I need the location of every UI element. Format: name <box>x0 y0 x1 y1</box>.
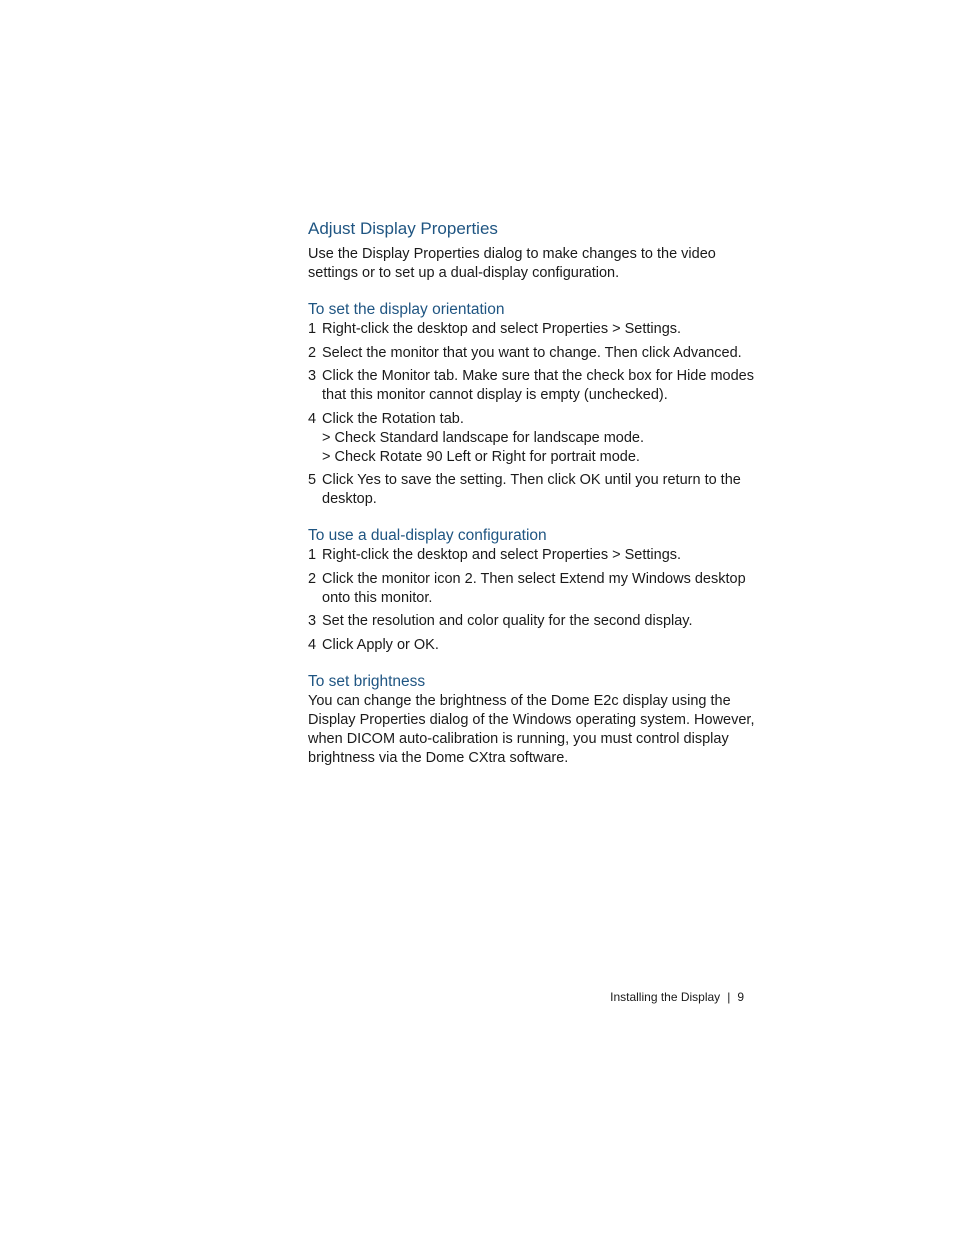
step-number: 1 <box>308 321 317 337</box>
step-number: 4 <box>308 636 317 653</box>
list-item <box>308 367 763 405</box>
section-brightness <box>308 672 763 768</box>
step-number: 2 <box>308 344 317 361</box>
step-text <box>322 471 763 509</box>
list-item <box>308 570 763 608</box>
step-main: Right-click the desktop and select Properties > Settings. <box>322 321 682 337</box>
section-orientation <box>308 300 763 509</box>
page-content <box>308 218 763 768</box>
step-text <box>322 546 763 565</box>
step-text <box>322 570 763 608</box>
list-item <box>308 612 763 631</box>
step-number: 5 <box>308 472 317 488</box>
brightness-paragraph: You can change the brightness of the Dome E2c display using the Display Properties dialog of the Windows operating system. However, when DICOM auto-calibration is running, you must control display brightness via the Dome CXtra software. <box>308 692 755 766</box>
intro-paragraph: Use the Display Properties dialog to make changes to the video settings or to set up a dual-display configuration. <box>308 246 716 281</box>
step-text <box>322 344 763 363</box>
step-text <box>322 612 763 631</box>
list-item <box>308 636 763 655</box>
section-title: To use a dual-display configuration <box>308 527 547 544</box>
step-number: 2 <box>308 570 317 587</box>
step-number: 4 <box>308 410 317 427</box>
step-text <box>322 410 763 467</box>
step-main: Set the resolution and color quality for the second display. <box>322 613 693 629</box>
step-substep: > Check Rotate 90 Left or Right for portrait mode. <box>322 448 640 465</box>
step-number: 3 <box>308 368 317 384</box>
list-item <box>308 344 763 363</box>
footer-section-name: Installing the Display <box>610 990 721 1004</box>
step-list <box>308 546 763 655</box>
list-item <box>308 471 763 509</box>
list-item <box>308 410 763 467</box>
list-item <box>308 320 763 339</box>
step-number: 1 <box>308 547 317 563</box>
section-dual-display <box>308 526 763 655</box>
step-main: Select the monitor that you want to change. Then click Advanced. <box>322 344 742 361</box>
step-text <box>322 320 763 339</box>
step-main: Click the monitor icon 2. Then select Extend my Windows desktop onto this monitor. <box>322 570 746 606</box>
section-title: To set brightness <box>308 672 426 690</box>
footer-separator: | <box>727 990 731 1004</box>
page-title: Adjust Display Properties <box>308 219 498 238</box>
step-main: Click the Monitor tab. Make sure that the check box for Hide modes that this monitor cannot display is empty (unchecked). <box>322 368 754 403</box>
section-title: To set the display orientation <box>308 301 505 318</box>
page-number: 9 <box>737 990 744 1004</box>
step-text <box>322 367 763 405</box>
step-main: Click Apply or OK. <box>322 636 439 653</box>
step-main: Right-click the desktop and select Properties > Settings. <box>322 547 682 563</box>
page-footer <box>610 989 744 1005</box>
step-list <box>308 320 763 509</box>
step-substep: > Check Standard landscape for landscape mode. <box>322 429 645 446</box>
step-main: Click the Rotation tab. <box>322 410 464 427</box>
list-item <box>308 546 763 565</box>
step-main: Click Yes to save the setting. Then click OK until you return to the desktop. <box>322 472 741 507</box>
step-number: 3 <box>308 613 317 629</box>
step-text <box>322 636 763 655</box>
